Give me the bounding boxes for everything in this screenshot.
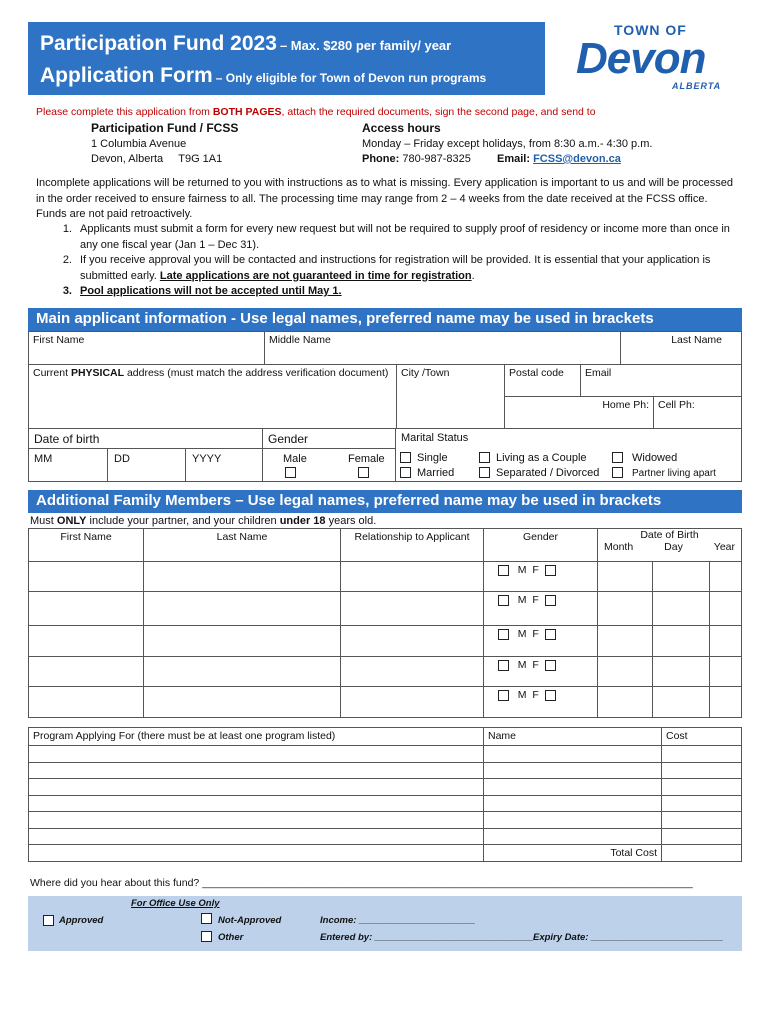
member-dob[interactable] — [598, 626, 742, 657]
approved-checkbox[interactable] — [43, 915, 54, 926]
table-row — [29, 763, 742, 779]
red-pre: Please complete this application from — [36, 106, 213, 118]
member-m-checkbox[interactable] — [498, 660, 509, 671]
address-label-bold: PHYSICAL — [70, 367, 125, 379]
member-gender — [484, 657, 598, 687]
address-line-1: 1 Columbia Avenue — [91, 138, 187, 150]
instructions-paragraph: Incomplete applications will be returned to you with instructions as to what is missing. Every application is important to us and will be processed in the order received to ensure fairness to all. The processing time may range from 2 – 4 weeks from the date received at the FCSS office. Funds are not paid retroactively. — [36, 177, 734, 220]
form-sub: – Only eligible for Town of Devon run programs — [215, 71, 487, 85]
col-name — [484, 728, 662, 746]
dob-divider-dd — [185, 448, 186, 482]
program-cell[interactable] — [29, 763, 484, 779]
program-cost-cell[interactable] — [662, 763, 742, 779]
dob-divider-mm — [107, 448, 108, 482]
table-row — [29, 845, 742, 862]
cell-phone-field[interactable] — [654, 397, 742, 429]
member-last-name[interactable] — [144, 562, 341, 592]
col-gender-label: Gender — [522, 531, 559, 543]
member-first-name[interactable] — [29, 687, 144, 718]
m-label: M — [517, 564, 527, 576]
col-cost-label: Cost — [666, 730, 688, 742]
member-f-checkbox[interactable] — [545, 629, 556, 640]
program-name-cell[interactable] — [484, 779, 662, 796]
list-text-a: If you receive approval you will be contacted and instructions for registration will be provided. It is essential that your application is submitted early. — [80, 254, 711, 282]
partner-apart-label: Partner living apart — [632, 468, 716, 479]
programs-table — [28, 727, 742, 862]
email-line — [497, 153, 621, 165]
col-dob — [598, 529, 742, 562]
total-cost-label-cell — [484, 845, 662, 862]
col-gender — [484, 529, 598, 562]
home-phone-label: Home Ph: — [602, 399, 649, 411]
member-relationship[interactable] — [341, 657, 484, 687]
table-row — [29, 829, 742, 845]
col-relationship-label: Relationship to Applicant — [354, 531, 470, 543]
dob-mm[interactable]: MM — [34, 453, 53, 465]
member-gender — [484, 592, 598, 626]
table-row — [29, 796, 742, 812]
cell-phone-label: Cell Ph: — [658, 399, 695, 411]
approved-label: Approved — [59, 915, 104, 926]
entered-by-field[interactable]: Entered by: ______________________________ — [320, 932, 534, 943]
member-first-name[interactable] — [29, 562, 144, 592]
single-label: Single — [417, 452, 448, 464]
other-checkbox[interactable] — [201, 931, 212, 942]
member-gender — [484, 626, 598, 657]
main-applicant-table — [28, 331, 742, 365]
instruction-red — [36, 106, 596, 118]
home-phone-field[interactable] — [505, 397, 654, 429]
last-name-field[interactable] — [621, 332, 742, 365]
address-label-post: address (must match the address verification document) — [124, 367, 389, 379]
member-first-name[interactable] — [29, 592, 144, 626]
member-last-name[interactable] — [144, 626, 341, 657]
program-cost-cell[interactable] — [662, 796, 742, 812]
list-text-b: Late applications are not guaranteed in time for registration — [159, 269, 472, 282]
col-last-name-label: Last Name — [216, 531, 268, 543]
f-label: F — [532, 659, 539, 671]
expiry-date-field[interactable]: Expiry Date: _________________________ — [533, 932, 724, 943]
dob-divider — [28, 448, 396, 449]
family-note — [30, 515, 376, 527]
separated-label: Separated / Divorced — [496, 467, 600, 479]
col-relationship — [341, 529, 484, 562]
red-post: , attach the required documents, sign the second page, and send to — [281, 106, 596, 118]
table-row — [29, 746, 742, 763]
gender-divider — [262, 428, 263, 482]
program-cell[interactable] — [29, 845, 484, 862]
member-first-name[interactable] — [29, 657, 144, 687]
postal-label: Postal code — [509, 367, 564, 379]
email-field-label: Email — [585, 367, 612, 379]
widowed-checkbox[interactable] — [612, 452, 623, 463]
address-field[interactable] — [29, 365, 397, 429]
where-heard-field[interactable]: Where did you hear about this fund? ____________________________________________________________________________________ — [30, 877, 693, 889]
member-dob[interactable] — [598, 687, 742, 718]
partner-apart-checkbox[interactable] — [612, 467, 623, 478]
program-name-cell[interactable] — [484, 829, 662, 845]
phone-label: Phone: — [362, 153, 400, 165]
table-row — [29, 657, 742, 687]
program-cell[interactable] — [29, 829, 484, 845]
total-cost-cell[interactable] — [662, 845, 742, 862]
note-under: under 18 — [279, 515, 326, 527]
email-field[interactable] — [581, 365, 742, 397]
program-cost-cell[interactable] — [662, 829, 742, 845]
member-m-checkbox[interactable] — [498, 629, 509, 640]
program-cell[interactable] — [29, 779, 484, 796]
member-dob[interactable] — [598, 562, 742, 592]
red-bold: BOTH PAGES — [212, 106, 282, 118]
list-number: 3. — [62, 285, 72, 297]
couple-label: Living as a Couple — [496, 452, 587, 464]
col-day-label: Day — [664, 541, 683, 553]
instructions-list — [50, 222, 740, 300]
member-f-checkbox[interactable] — [545, 690, 556, 701]
col-dob-label: Date of Birth — [640, 529, 699, 541]
program-name-cell[interactable] — [484, 746, 662, 763]
member-relationship[interactable] — [341, 626, 484, 657]
m-label: M — [517, 628, 527, 640]
phone-line — [362, 153, 471, 165]
col-month-label: Month — [604, 541, 634, 553]
col-first-name — [29, 529, 144, 562]
col-first-name-label: First Name — [60, 531, 112, 543]
list-item — [50, 284, 740, 300]
table-row — [29, 562, 742, 592]
program-cost-cell[interactable] — [662, 812, 742, 829]
title-banner — [28, 22, 545, 95]
first-name-label: First Name — [33, 334, 85, 346]
not-approved-checkbox[interactable] — [201, 913, 212, 924]
income-field[interactable]: Income: ______________________ — [320, 915, 476, 926]
first-name-field[interactable] — [29, 332, 265, 365]
program-name-cell[interactable] — [484, 796, 662, 812]
table-row — [29, 687, 742, 718]
gender-label: Gender — [268, 432, 309, 446]
middle-name-label: Middle Name — [269, 334, 331, 346]
list-number: 1. — [62, 223, 72, 235]
note-only: ONLY — [56, 515, 87, 527]
separated-checkbox[interactable] — [479, 467, 490, 478]
other-label: Other — [218, 932, 244, 943]
m-label: M — [517, 659, 527, 671]
col-program — [29, 728, 484, 746]
single-checkbox[interactable] — [400, 452, 411, 463]
program-cell[interactable] — [29, 796, 484, 812]
member-last-name[interactable] — [144, 657, 341, 687]
member-first-name[interactable] — [29, 626, 144, 657]
dob-yyyy[interactable]: YYYY — [192, 453, 222, 465]
hours-text: Monday – Friday except holidays, from 8:30 a.m.- 4:30 p.m. — [362, 138, 653, 150]
list-text: Applicants must submit a form for every new request but will not be required to supply proof of residency or income more than once in any one fiscal year (Jan 1 – Dec 31). — [80, 223, 730, 251]
col-dob-sub — [598, 541, 741, 553]
gender-female-checkbox[interactable] — [358, 467, 369, 478]
address-table — [28, 364, 742, 429]
couple-checkbox[interactable] — [479, 452, 490, 463]
office-title: Participation Fund / FCSS — [91, 121, 239, 135]
list-item — [50, 222, 740, 253]
program-cost-cell[interactable] — [662, 779, 742, 796]
address-label-pre: Current — [33, 367, 71, 379]
gender-female-label: Female — [348, 453, 385, 465]
f-label: F — [532, 594, 539, 606]
program-cell[interactable] — [29, 746, 484, 763]
last-name-label: Last Name — [671, 334, 722, 346]
member-m-checkbox[interactable] — [498, 565, 509, 576]
program-name-cell[interactable] — [484, 763, 662, 779]
widowed-label: Widowed — [632, 452, 678, 464]
member-m-checkbox[interactable] — [498, 595, 509, 606]
marital-divider — [395, 428, 396, 482]
member-last-name[interactable] — [144, 592, 341, 626]
m-label: M — [517, 594, 527, 606]
member-dob[interactable] — [598, 592, 742, 626]
member-gender — [484, 562, 598, 592]
member-m-checkbox[interactable] — [498, 690, 509, 701]
hours-title: Access hours — [362, 121, 441, 135]
gender-male-label: Male — [283, 453, 307, 465]
logo-town-text: TOWN OF — [614, 22, 687, 38]
col-name-label: Name — [488, 730, 517, 742]
married-checkbox[interactable] — [400, 467, 411, 478]
postal-field[interactable] — [505, 365, 581, 397]
note-pre: Must — [30, 515, 57, 527]
family-table — [28, 528, 742, 718]
title-main: Participation Fund 2023 — [40, 32, 277, 55]
logo-devon-text: Devon — [576, 34, 706, 83]
email-label: Email: — [497, 153, 531, 165]
title-sub: – Max. $280 per family/ year — [279, 38, 452, 53]
member-relationship[interactable] — [341, 562, 484, 592]
office-use-title: For Office Use Only — [131, 898, 220, 909]
col-program-label: Program Applying For (there must be at least one program listed) — [33, 730, 336, 742]
email-link[interactable]: FCSS@devon.ca — [533, 153, 621, 165]
member-gender — [484, 687, 598, 718]
program-name-cell[interactable] — [484, 812, 662, 829]
f-label: F — [532, 628, 539, 640]
member-dob[interactable] — [598, 657, 742, 687]
total-cost-label: Total Cost — [610, 847, 657, 859]
address-line-2: Devon, Alberta T9G 1A1 — [91, 153, 223, 165]
not-approved-label: Not-Approved — [218, 915, 282, 926]
main-applicant-heading: Main applicant information - Use legal names, preferred name may be used in brackets — [28, 308, 742, 331]
middle-name-field[interactable] — [265, 332, 621, 365]
table-row — [29, 779, 742, 796]
m-label: M — [517, 689, 527, 701]
col-last-name — [144, 529, 341, 562]
family-heading: Additional Family Members – Use legal names, preferred name may be used in brackets — [28, 490, 742, 513]
city-label: City /Town — [401, 367, 450, 379]
dob-label: Date of birth — [34, 432, 100, 446]
form-main: Application Form — [40, 64, 213, 87]
list-text: Pool applications will not be accepted until May 1. — [80, 285, 342, 297]
gender-male-checkbox[interactable] — [285, 467, 296, 478]
city-field[interactable] — [397, 365, 505, 429]
phone-value: 780-987-8325 — [399, 153, 471, 165]
table-row — [29, 812, 742, 829]
table-row — [29, 626, 742, 657]
member-relationship[interactable] — [341, 592, 484, 626]
f-label: F — [532, 689, 539, 701]
list-text-c: . — [471, 269, 475, 282]
note-post: years old. — [325, 515, 377, 527]
col-cost — [662, 728, 742, 746]
list-number: 2. — [62, 254, 72, 266]
member-f-checkbox[interactable] — [545, 565, 556, 576]
member-relationship[interactable] — [341, 687, 484, 718]
list-item — [50, 253, 740, 284]
member-last-name[interactable] — [144, 687, 341, 718]
title-line-1 — [40, 32, 451, 56]
logo-province-text: ALBERTA — [672, 81, 722, 91]
program-cell[interactable] — [29, 812, 484, 829]
f-label: F — [532, 564, 539, 576]
list-text — [80, 253, 740, 284]
note-mid: include your partner, and your children — [86, 515, 280, 527]
program-cost-cell[interactable] — [662, 746, 742, 763]
dob-dd[interactable]: DD — [114, 453, 130, 465]
table-row — [29, 592, 742, 626]
col-year-label: Year — [713, 541, 735, 553]
member-f-checkbox[interactable] — [545, 660, 556, 671]
married-label: Married — [417, 467, 455, 479]
member-f-checkbox[interactable] — [545, 595, 556, 606]
title-line-2 — [40, 64, 486, 88]
marital-label: Marital Status — [401, 432, 469, 444]
